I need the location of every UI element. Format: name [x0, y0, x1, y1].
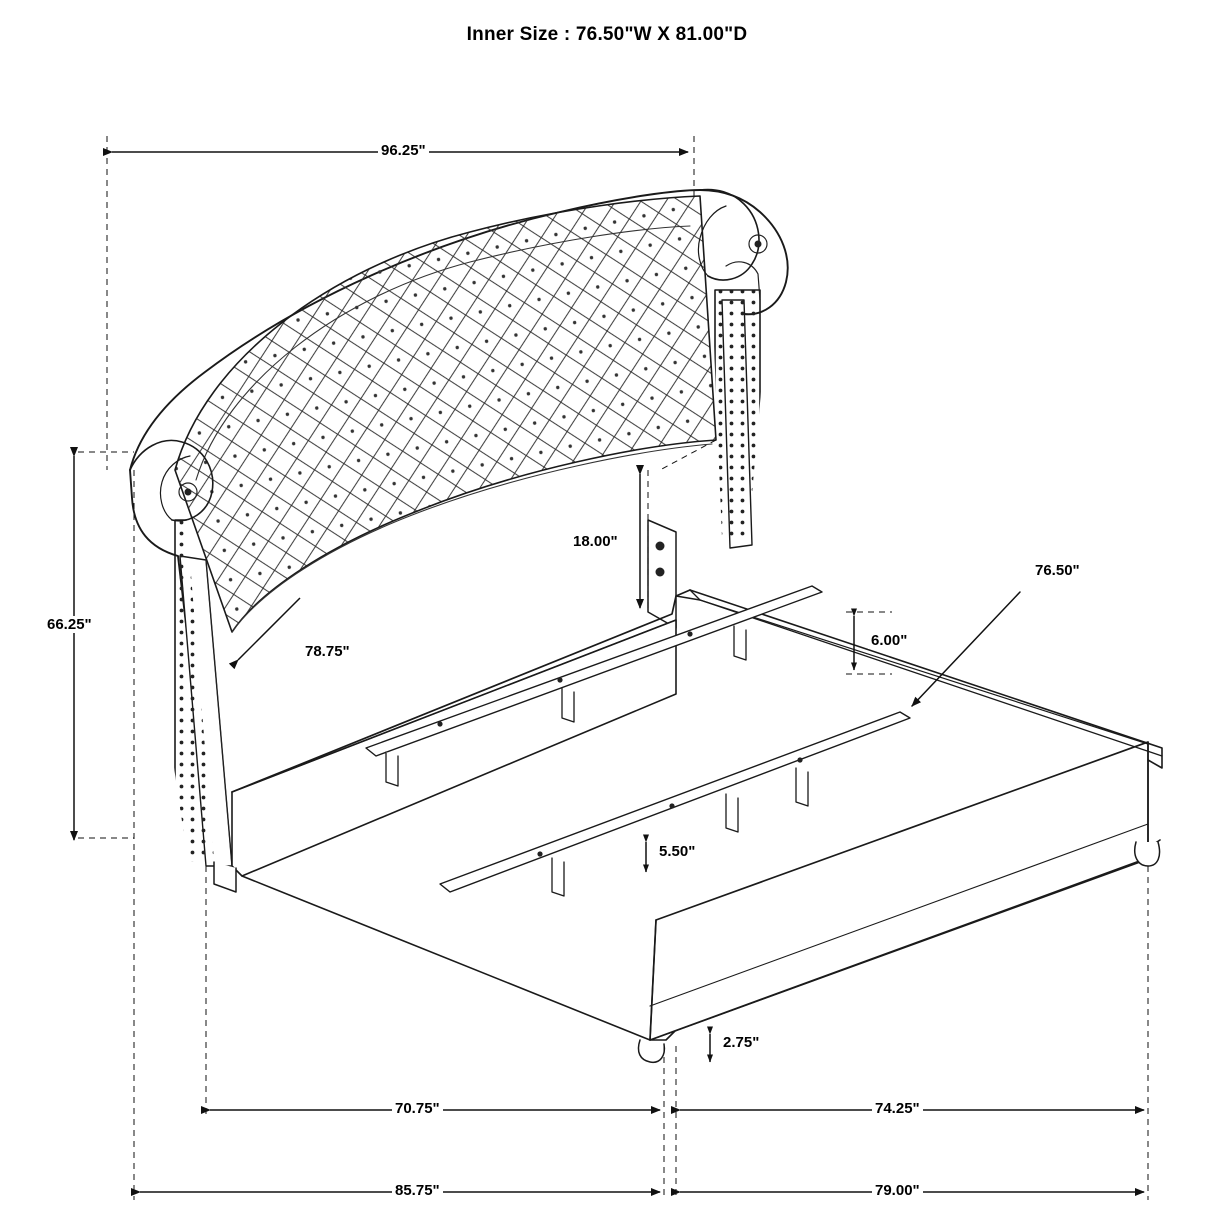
dim-label-inner-width: 76.50" — [1032, 562, 1083, 579]
dim-label-bottom-right-span: 74.25" — [872, 1100, 923, 1117]
dim-label-base-right-span: 79.00" — [872, 1182, 923, 1199]
dim-label-base-left-span: 85.75" — [392, 1182, 443, 1199]
dim-label-bottom-left-span: 70.75" — [392, 1100, 443, 1117]
dim-label-headboard-panel: 78.75" — [302, 643, 353, 660]
dim-label-overall-width: 96.25" — [378, 142, 429, 159]
dim-label-leg-height: 2.75" — [720, 1034, 762, 1051]
dim-label-rail-clearance: 6.00" — [868, 632, 910, 649]
dim-label-overall-height: 66.25" — [44, 616, 95, 633]
dim-label-headboard-to-rail: 18.00" — [570, 533, 621, 550]
page-title: Inner Size : 76.50"W X 81.00"D — [466, 24, 748, 45]
dim-label-slat-height: 5.50" — [656, 843, 698, 860]
